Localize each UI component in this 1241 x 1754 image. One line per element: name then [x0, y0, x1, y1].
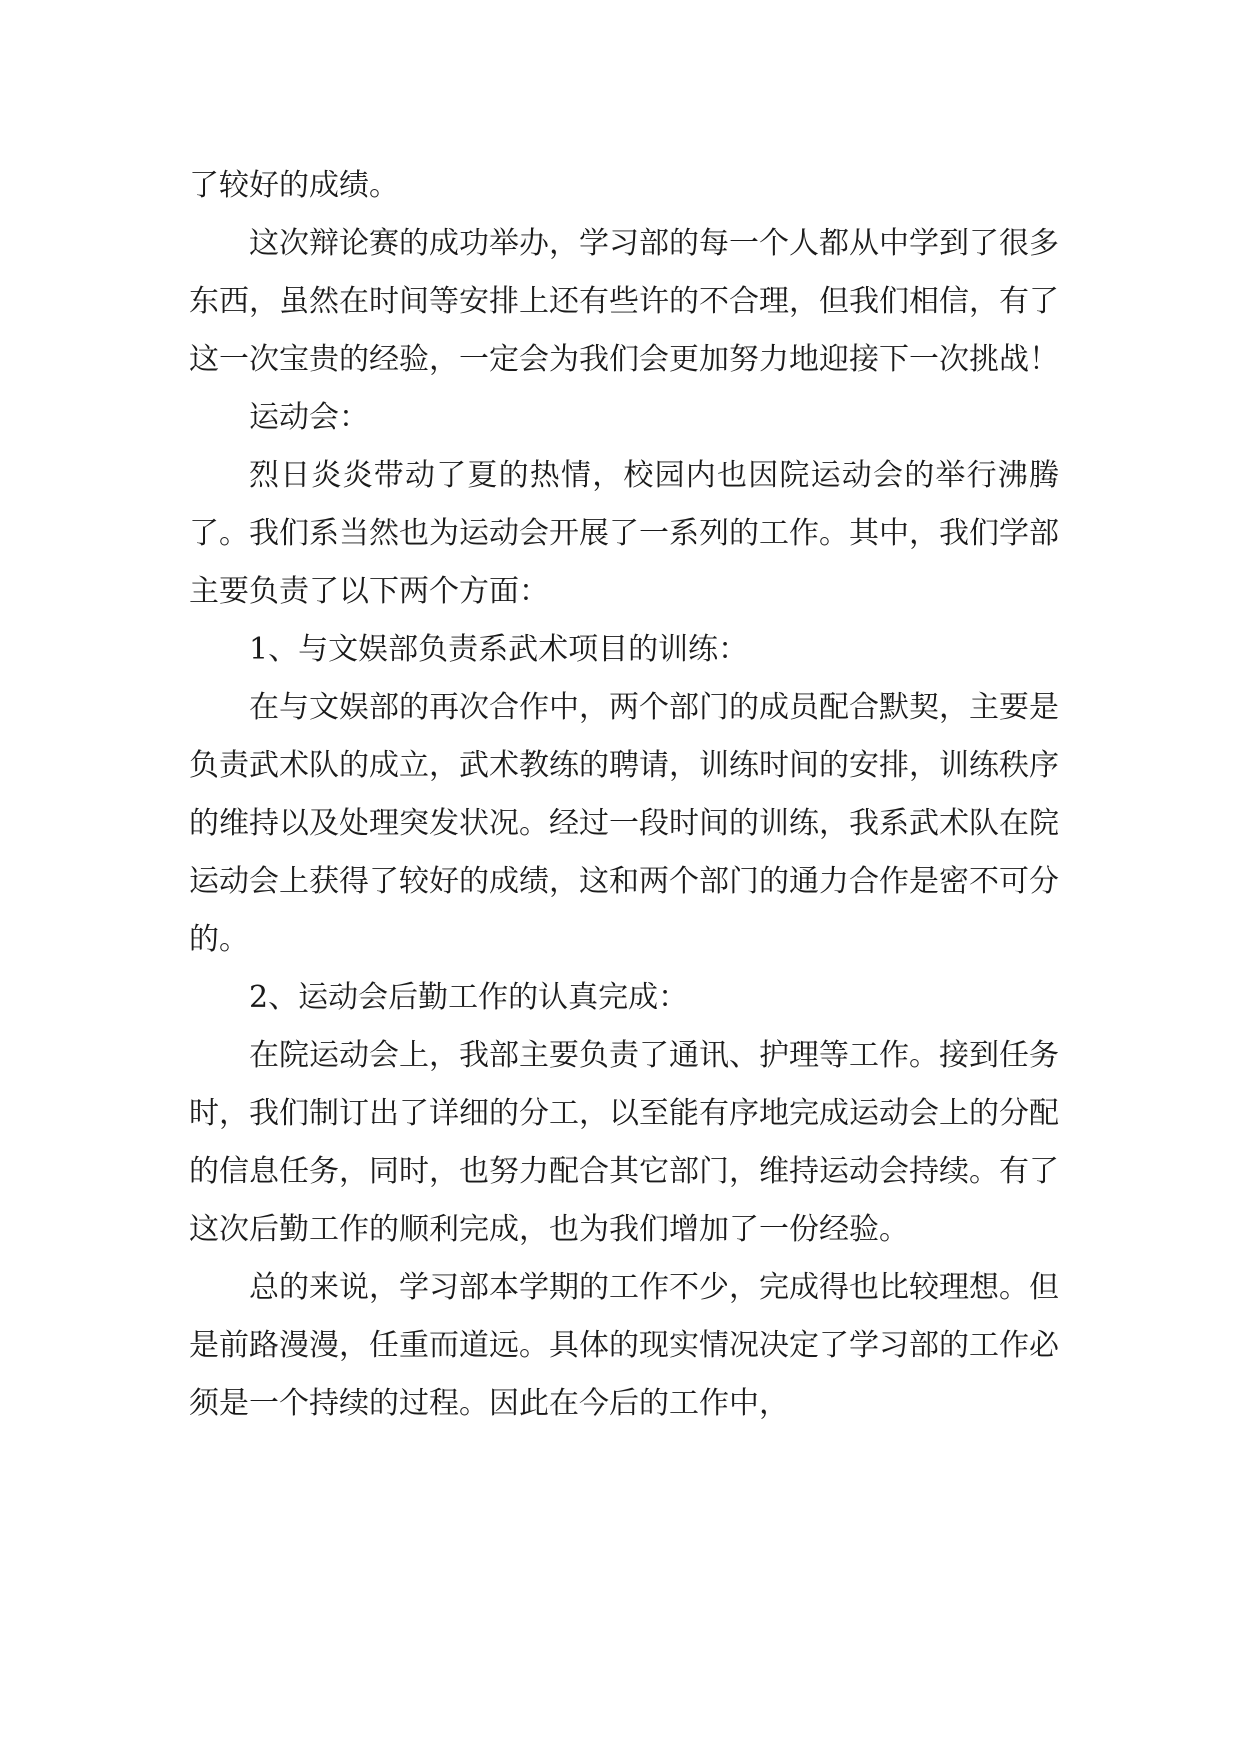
list-item-heading-2: 2、运动会后勤工作的认真完成： [249, 980, 689, 1015]
paragraph-continuation: 了较好的成绩。 [189, 168, 399, 203]
paragraph-logistics: 在院运动会上，我部主要负责了通讯、护理等工作。接到任务时，我们制订出了详细的分工，以至能有序地完成运动会上的分配的信息任务，同时，也努力配合其它部门，维持运动会持续。有了这次后勤工作的顺利完成，也为我们增加了一份经验。 [189, 1038, 1059, 1247]
paragraph-debate-summary: 这次辩论赛的成功举办，学习部的每一个人都从中学到了很多东西，虽然在时间等安排上还有些许的不合理，但我们相信，有了这一次宝贵的经验，一定会为我们会更加努力地迎接下一次挑战！ [189, 226, 1059, 377]
list-item-heading-1: 1、与文娱部负责系武术项目的训练： [249, 632, 749, 667]
paragraph-martial-arts: 在与文娱部的再次合作中，两个部门的成员配合默契，主要是负责武术队的成立，武术教练的聘请，训练时间的安排，训练秩序的维持以及处理突发状况。经过一段时间的训练，我系武术队在院运动会上获得了较好的成绩，这和两个部门的通力合作是密不可分的。 [189, 690, 1059, 957]
paragraph-sports-intro: 烈日炎炎带动了夏的热情，校园内也因院运动会的举行沸腾了。我们系当然也为运动会开展了一系列的工作。其中，我们学部主要负责了以下两个方面： [189, 458, 1059, 609]
document-body [189, 157, 1059, 1433]
section-heading-sports-meet: 运动会： [249, 400, 369, 435]
paragraph-conclusion: 总的来说，学习部本学期的工作不少，完成得也比较理想。但是前路漫漫，任重而道远。具体的现实情况决定了学习部的工作必须是一个持续的过程。因此在今后的工作中， [189, 1270, 1059, 1421]
